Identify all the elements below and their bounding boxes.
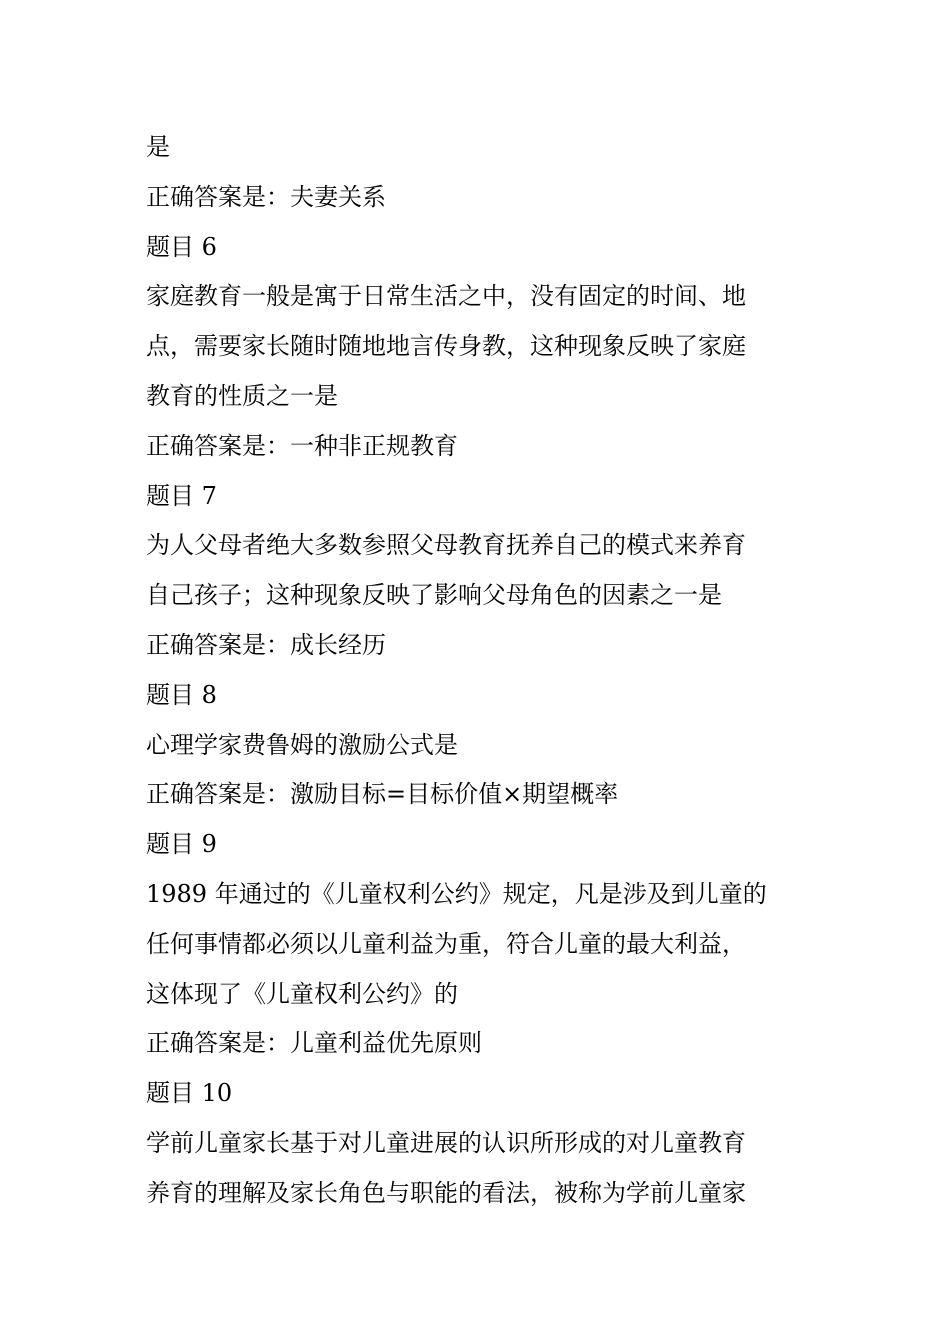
question-text-7-line-1: 为人父母者绝大多数参照父母教育抚养自己的模式来养育 — [146, 531, 746, 560]
question-text-6-line-2: 点，需要家长随时随地地言传身教，这种现象反映了家庭 — [146, 332, 746, 361]
question-text-10-line-1: 学前儿童家长基于对儿童进展的认识所形成的对儿童教育 — [146, 1128, 746, 1157]
question-heading-6: 题目 6 — [146, 232, 217, 261]
answer-line-q6: 正确答案是：一种非正规教育 — [146, 431, 458, 460]
question-text-10-line-2: 养育的理解及家长角色与职能的看法，被称为学前儿童家 — [146, 1178, 746, 1207]
answer-line-q7: 正确答案是：成长经历 — [146, 630, 386, 659]
question-text-9-line-2: 任何事情都必须以儿童利益为重，符合儿童的最大利益， — [146, 929, 746, 958]
question-heading-9: 题目 9 — [146, 830, 217, 859]
question-heading-10: 题目 10 — [146, 1079, 233, 1108]
question-text-9-line-1: 1989 年通过的《儿童权利公约》规定，凡是涉及到儿童的 — [146, 879, 767, 908]
question-text-7-line-2: 自己孩子；这种现象反映了影响父母角色的因素之一是 — [146, 581, 722, 610]
answer-line-q8: 正确答案是：激励目标=目标价值×期望概率 — [146, 780, 619, 809]
question-heading-7: 题目 7 — [146, 481, 217, 510]
question-text-6-line-1: 家庭教育一般是寓于日常生活之中，没有固定的时间、地 — [146, 282, 746, 311]
answer-line-q5: 正确答案是：夫妻关系 — [146, 182, 386, 211]
question-text-8-line-1: 心理学家费鲁姆的激励公式是 — [146, 730, 458, 759]
document-page — [146, 123, 811, 1219]
answer-line-q9: 正确答案是：儿童利益优先原则 — [146, 1029, 482, 1058]
question-text-6-line-3: 教育的性质之一是 — [146, 381, 338, 410]
question-heading-8: 题目 8 — [146, 680, 217, 709]
text-line-continuation: 是 — [146, 133, 170, 161]
question-text-9-line-3: 这体现了《儿童权利公约》的 — [146, 979, 458, 1008]
